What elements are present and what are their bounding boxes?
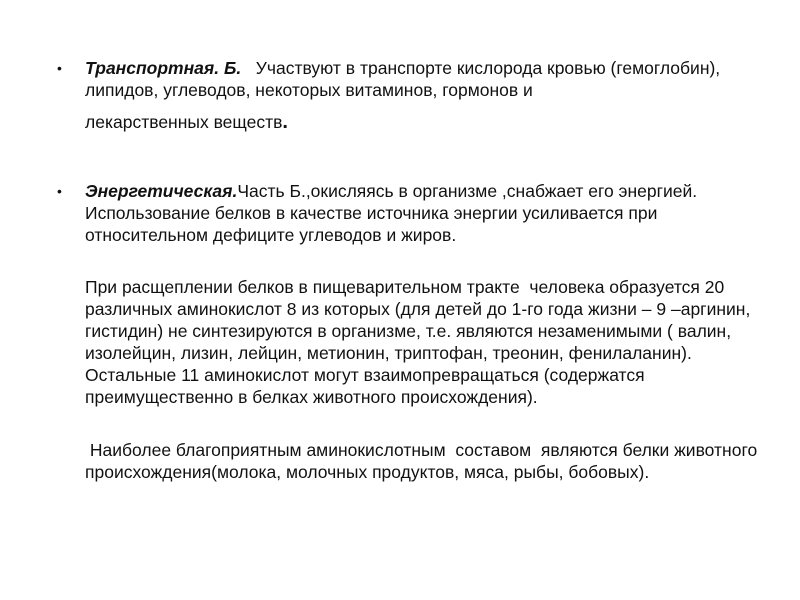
term-transport: Транспортная. Б. bbox=[85, 58, 242, 78]
bullet-item-energy bbox=[57, 180, 775, 246]
energy-description: Часть Б.,окисляясь в организме ,снабжает его энергией. Использование белков в качестве источника энергии усиливается при относительном дефиците углеводов и жиров. bbox=[85, 181, 698, 245]
term-energy: Энергетическая. bbox=[85, 181, 238, 201]
transport-end-dot: . bbox=[282, 111, 288, 133]
transport-description: Участвуют в транспорте кислорода кровью (гемоглобин), липидов, углеводов, некоторых витаминов, гормонов и bbox=[85, 58, 726, 100]
paragraph-amino-acids: При расщеплении белков в пищеварительном тракте человека образуется 20 различных аминокислот 8 из которых (для детей до 1-го года жизни – 9 –аргинин, гистидин) не синтезируются в организме, т.е. являются незаменимыми ( валин, изолейцин, лизин, лейцин, метионин, триптофан, треонин, фенилаланин). Остальные 11 аминокислот могут взаимопревращаться (содержатся преимущественно в белках животного происхождения). bbox=[85, 277, 756, 407]
transport-description-end bbox=[85, 111, 775, 133]
bullet-item-transport bbox=[57, 57, 775, 133]
bullet-marker: • bbox=[57, 60, 62, 76]
paragraph-best-proteins: Наиболее благоприятным аминокислотным составом являются белки животного происхождения(молока, молочных продуктов, мяса, рыбы, бобовых). bbox=[85, 440, 763, 482]
bullet-marker: • bbox=[57, 183, 62, 199]
transport-description-tail: лекарственных веществ bbox=[85, 112, 283, 132]
